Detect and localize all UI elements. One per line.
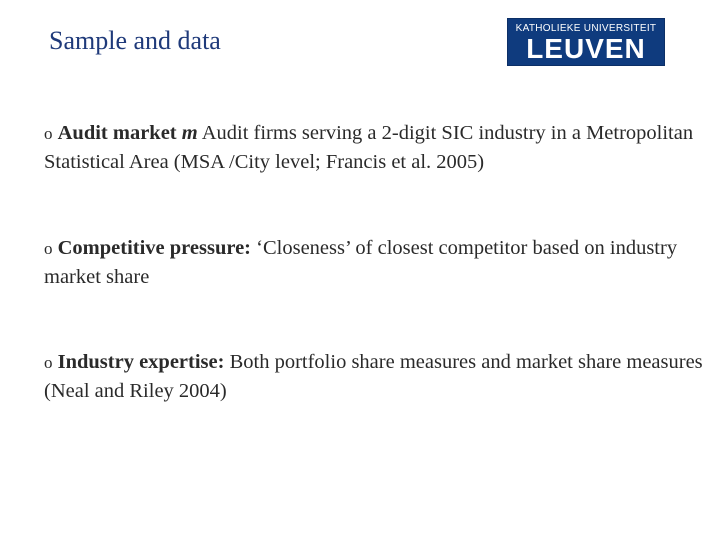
bullet-marker: o — [44, 353, 53, 372]
bullet-term: Audit market — [57, 122, 177, 144]
bullet-symbol: m — [181, 122, 198, 144]
logo-top-text: KATHOLIEKE UNIVERSITEIT — [515, 23, 657, 34]
bullet-marker: o — [44, 239, 53, 258]
bullet-text: ‘Closeness’ of closest competitor based on industry market share — [44, 237, 678, 288]
bullet-term: Industry expertise: — [57, 351, 225, 373]
slide-title: Sample and data — [49, 26, 221, 55]
university-logo — [507, 18, 665, 66]
bullet-industry-expertise — [44, 348, 709, 405]
bullet-audit-market — [44, 119, 709, 176]
bullet-competitive-pressure — [44, 234, 709, 291]
bullet-text: Both portfolio share measures and market share measures (Neal and Riley 2004) — [44, 351, 703, 402]
bullet-term: Competitive pressure: — [57, 237, 252, 259]
bullet-text: Audit firms serving a 2-digit SIC industry in a Metropolitan Statistical Area (MSA /City level; Francis et al. 2005) — [44, 122, 694, 173]
logo-bottom-text: LEUVEN — [526, 33, 646, 64]
bullet-marker: o — [44, 124, 53, 143]
